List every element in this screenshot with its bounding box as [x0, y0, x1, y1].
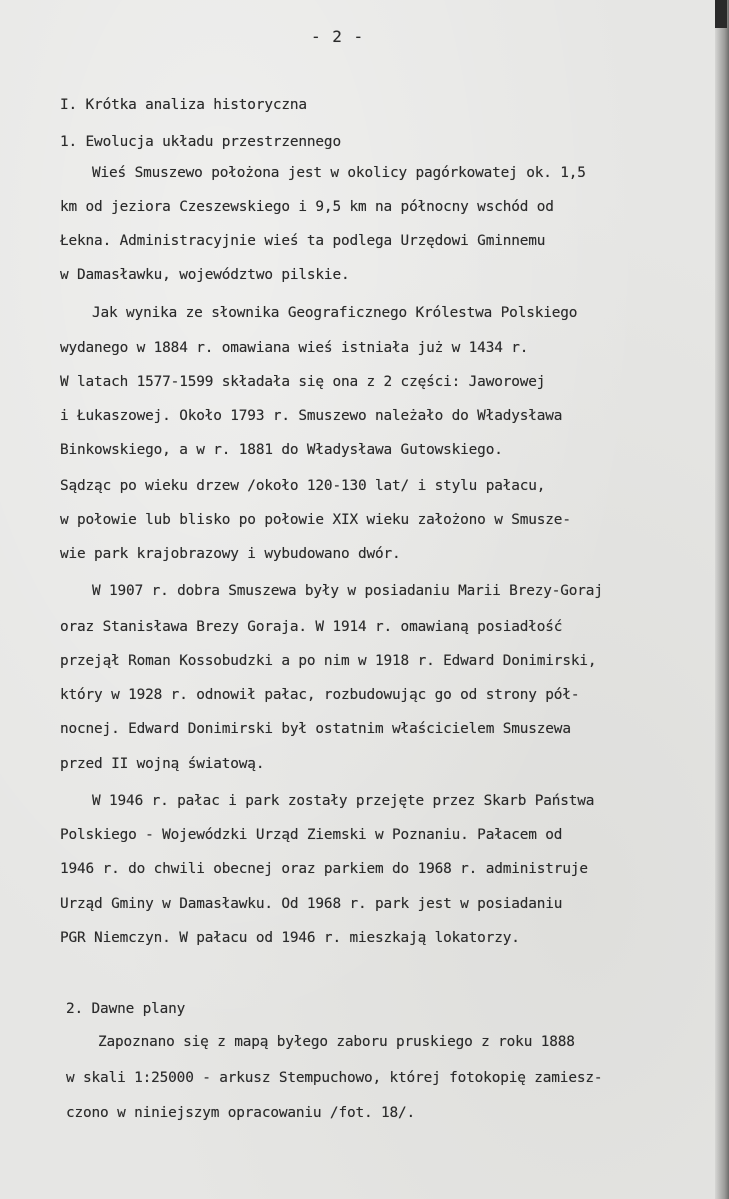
text-line: km od jeziora Czeszewskiego i 9,5 km na północny wschód od — [60, 199, 554, 215]
text-line: czono w niniejszym opracowaniu /fot. 18/. — [66, 1105, 416, 1121]
page-edge-shadow — [715, 0, 729, 1199]
text-line: Urząd Gminy w Damasławku. Od 1968 r. park jest w posiadaniu — [60, 896, 563, 912]
text-line: nocnej. Edward Donimirski był ostatnim właścicielem Smuszewa — [60, 721, 571, 737]
text-line: Łekna. Administracyjnie wieś ta podlega Urzędowi Gminnemu — [60, 233, 546, 249]
text-line: w Damasławku, województwo pilskie. — [60, 267, 350, 283]
text-line: Sądząc po wieku drzew /około 120-130 lat/ i stylu pałacu, — [60, 478, 546, 494]
text-line: Zapoznano się z mapą byłego zaboru pruskiego z roku 1888 — [98, 1034, 575, 1050]
page-number: - 2 - — [311, 27, 365, 46]
text-line: w skali 1:25000 - arkusz Stempuchowo, której fotokopię zamiesz- — [66, 1070, 603, 1086]
text-line: przejął Roman Kossobudzki a po nim w 1918 r. Edward Donimirski, — [60, 653, 597, 669]
section-title: I. Krótka analiza historyczna — [60, 97, 307, 113]
text-line: Jak wynika ze słownika Geograficznego Królestwa Polskiego — [92, 305, 578, 321]
text-line: W 1907 r. dobra Smuszewa były w posiadaniu Marii Brezy-Goraj — [92, 583, 603, 599]
subsection-title: 1. Ewolucja układu przestrzennego — [60, 134, 341, 150]
subsection-title: 2. Dawne plany — [66, 1001, 186, 1017]
text-line: przed II wojną światową. — [60, 756, 265, 772]
text-line: oraz Stanisława Brezy Goraja. W 1914 r. omawianą posiadłość — [60, 619, 563, 635]
text-line: Wieś Smuszewo położona jest w okolicy pagórkowatej ok. 1,5 — [92, 165, 586, 181]
text-line: W latach 1577-1599 składała się ona z 2 części: Jaworowej — [60, 374, 546, 390]
text-line: wie park krajobrazowy i wybudowano dwór. — [60, 546, 401, 562]
text-line: który w 1928 r. odnowił pałac, rozbudowując go od strony pół- — [60, 687, 580, 703]
text-line: PGR Niemczyn. W pałacu od 1946 r. mieszkają lokatorzy. — [60, 930, 520, 946]
text-line: Binkowskiego, a w r. 1881 do Władysława Gutowskiego. — [60, 442, 503, 458]
text-line: W 1946 r. pałac i park zostały przejęte przez Skarb Państwa — [92, 793, 595, 809]
text-line: w połowie lub blisko po połowie XIX wieku założono w Smusze- — [60, 512, 571, 528]
text-line: 1946 r. do chwili obecnej oraz parkiem do 1968 r. administruje — [60, 861, 588, 877]
text-line: Polskiego - Wojewódzki Urząd Ziemski w Poznaniu. Pałacem od — [60, 827, 563, 843]
text-line: i Łukaszowej. Około 1793 r. Smuszewo należało do Władysława — [60, 408, 563, 424]
text-line: wydanego w 1884 r. omawiana wieś istniała już w 1434 r. — [60, 340, 529, 356]
corner-mark — [715, 0, 727, 28]
